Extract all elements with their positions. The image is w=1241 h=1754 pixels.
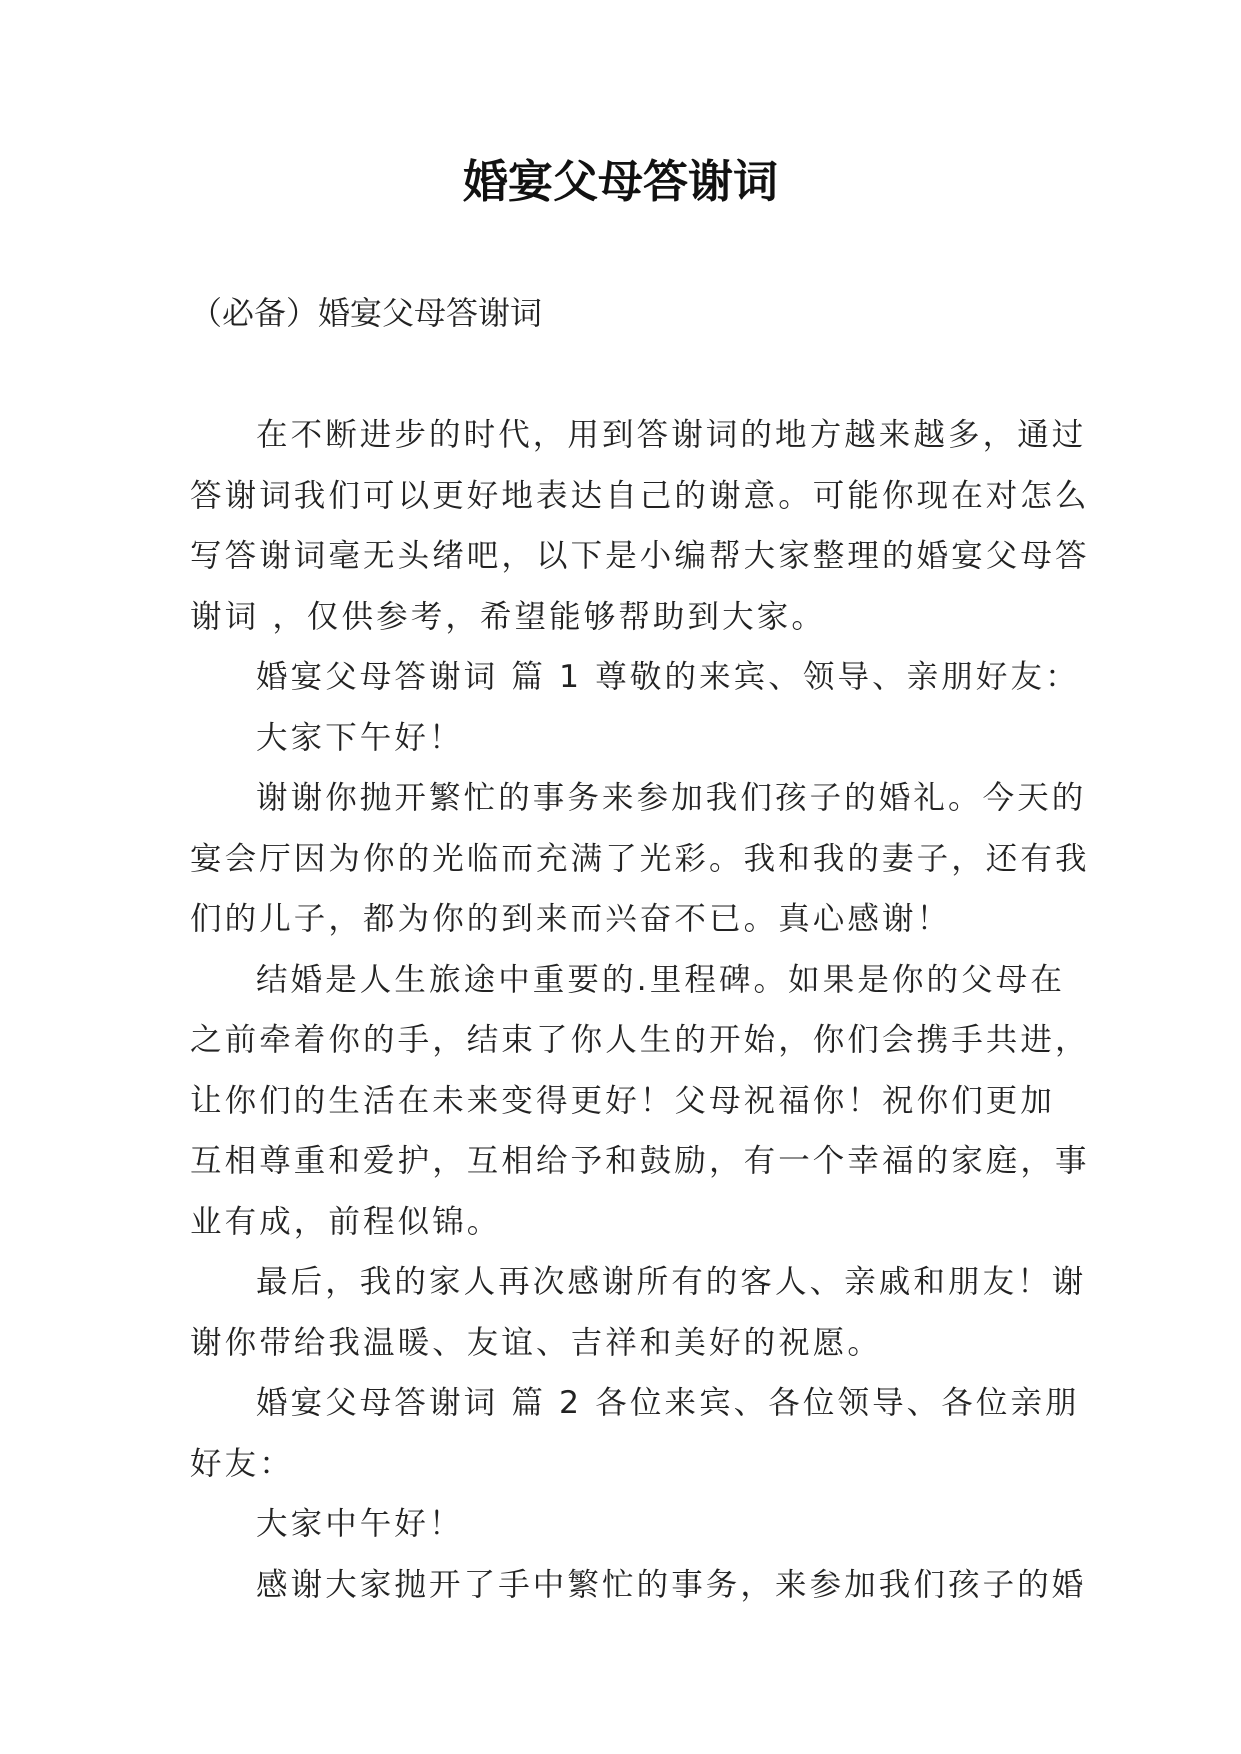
body-line: 答谢词我们可以更好地表达自己的谢意。可能你现在对怎么	[190, 477, 1090, 514]
body-line: 谢谢你抛开繁忙的事务来参加我们孩子的婚礼。今天的	[256, 780, 1087, 816]
body-line: 婚宴父母答谢词 篇 2 各位来宾、各位领导、各位亲朋	[256, 1385, 1080, 1421]
body-line: 婚宴父母答谢词 篇 1 尊敬的来宾、领导、亲朋好友：	[256, 659, 1080, 695]
body-line: 大家下午好！	[256, 719, 464, 756]
document-body	[190, 405, 1090, 1615]
body-line: 宴会厅因为你的光临而充满了光彩。我和我的妻子，还有我	[190, 840, 1090, 877]
body-line: 们的儿子，都为你的到来而兴奋不已。真心感谢！	[190, 901, 952, 937]
body-line: 谢你带给我温暖、友谊、吉祥和美好的祝愿。	[190, 1324, 883, 1361]
body-line: 大家中午好！	[256, 1506, 464, 1542]
body-line: 写答谢词毫无头绪吧，以下是小编帮大家整理的婚宴父母答	[190, 538, 1090, 574]
body-line: 好友：	[190, 1445, 294, 1482]
body-line: 结婚是人生旅途中重要的.里程碑。如果是你的父母在	[256, 961, 1065, 998]
body-line: 谢词 ，仅供参考，希望能够帮助到大家。	[190, 598, 826, 635]
body-line: 在不断进步的时代，用到答谢词的地方越来越多，通过	[256, 417, 1087, 453]
body-line: 最后，我的家人再次感谢所有的客人、亲戚和朋友！谢	[256, 1264, 1087, 1300]
body-line: 业有成，前程似锦。	[190, 1203, 502, 1240]
body-line: 之前牵着你的手，结束了你人生的开始，你们会携手共进，	[190, 1022, 1090, 1058]
document-subtitle: （必备）婚宴父母答谢词	[190, 294, 543, 332]
body-line: 让你们的生活在未来变得更好！父母祝福你！祝你们更加	[190, 1082, 1056, 1119]
body-line: 互相尊重和爱护，互相给予和鼓励，有一个幸福的家庭，事	[190, 1143, 1090, 1179]
document-title: 婚宴父母答谢词	[462, 155, 778, 208]
body-line: 感谢大家抛开了手中繁忙的事务，来参加我们孩子的婚	[256, 1566, 1087, 1603]
